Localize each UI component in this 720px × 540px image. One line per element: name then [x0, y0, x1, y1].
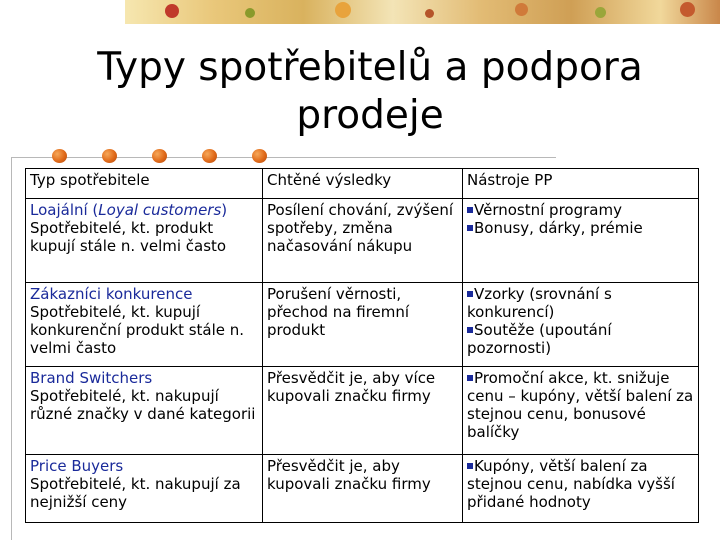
list-item: Věrnostní programy — [467, 201, 694, 219]
cell-desired-result: Porušení věrnosti, přechod na firemní produkt — [263, 283, 463, 367]
square-bullet-icon — [467, 327, 473, 333]
header-promotion-tools: Nástroje PP — [463, 169, 699, 199]
table-row — [26, 199, 699, 283]
consumer-type-description: Spotřebitelé, kt. produkt kupují stále n. velmi často — [30, 219, 227, 255]
table-header-row — [26, 169, 699, 199]
cell-desired-result: Posílení chování, zvýšení spotřeby, změna načasování nákupu — [263, 199, 463, 283]
orange-dot-icon — [202, 149, 217, 163]
consumer-type-name: Zákazníci konkurence — [30, 285, 193, 303]
header-desired-results: Chtěné výsledky — [263, 169, 463, 199]
header-consumer-type: Typ spotřebitele — [26, 169, 263, 199]
table-row — [26, 367, 699, 455]
consumer-type-name: Loajální (Loyal customers) — [30, 201, 228, 219]
consumer-type-description: Spotřebitelé, kt. kupují konkurenční produkt stále n. velmi často — [30, 303, 245, 357]
consumer-type-name: Price Buyers — [30, 457, 124, 475]
table-row — [26, 455, 699, 523]
consumer-type-description: Spotřebitelé, kt. nakupují za nejnižší ceny — [30, 475, 241, 511]
cell-tools — [463, 283, 699, 367]
cell-tools — [463, 199, 699, 283]
square-bullet-icon — [467, 375, 473, 381]
list-item: Soutěže (upoutání pozornosti) — [467, 321, 612, 357]
cell-desired-result: Přesvědčit je, aby více kupovali značku firmy — [263, 367, 463, 455]
list-item: Kupóny, větší balení za stejnou cenu, nabídka vyšší přidané hodnoty — [467, 457, 675, 511]
page-title: Typy spotřebitelů a podpora prodeje — [97, 45, 643, 138]
list-item: Promoční akce, kt. snižuje cenu – kupóny, větší balení za stejnou cenu, bonusové balíčky — [467, 369, 694, 441]
cell-consumer-type — [26, 455, 263, 523]
orange-dot-icon — [102, 149, 117, 163]
square-bullet-icon — [467, 207, 473, 213]
cell-tools — [463, 367, 699, 455]
decorative-vertical-line — [11, 157, 12, 540]
list-item: Vzorky (srovnání s konkurencí) — [467, 285, 612, 321]
orange-dot-icon — [252, 149, 267, 163]
table-row — [26, 283, 699, 367]
square-bullet-icon — [467, 291, 473, 297]
consumer-type-description: Spotřebitelé, kt. nakupují různé značky v dané kategorii — [30, 387, 256, 423]
list-item: Bonusy, dárky, prémie — [467, 219, 694, 237]
cell-desired-result: Přesvědčit je, aby kupovali značku firmy — [263, 455, 463, 523]
square-bullet-icon — [467, 225, 473, 231]
cell-consumer-type — [26, 199, 263, 283]
orange-dot-icon — [152, 149, 167, 163]
cell-tools — [463, 455, 699, 523]
orange-dot-icon — [52, 149, 67, 163]
consumer-type-name: Brand Switchers — [30, 369, 153, 387]
cell-consumer-type — [26, 283, 263, 367]
decorative-horizontal-line — [11, 157, 556, 158]
consumer-types-table — [25, 168, 699, 523]
decorative-banner — [125, 0, 720, 24]
square-bullet-icon — [467, 463, 473, 469]
cell-consumer-type — [26, 367, 263, 455]
